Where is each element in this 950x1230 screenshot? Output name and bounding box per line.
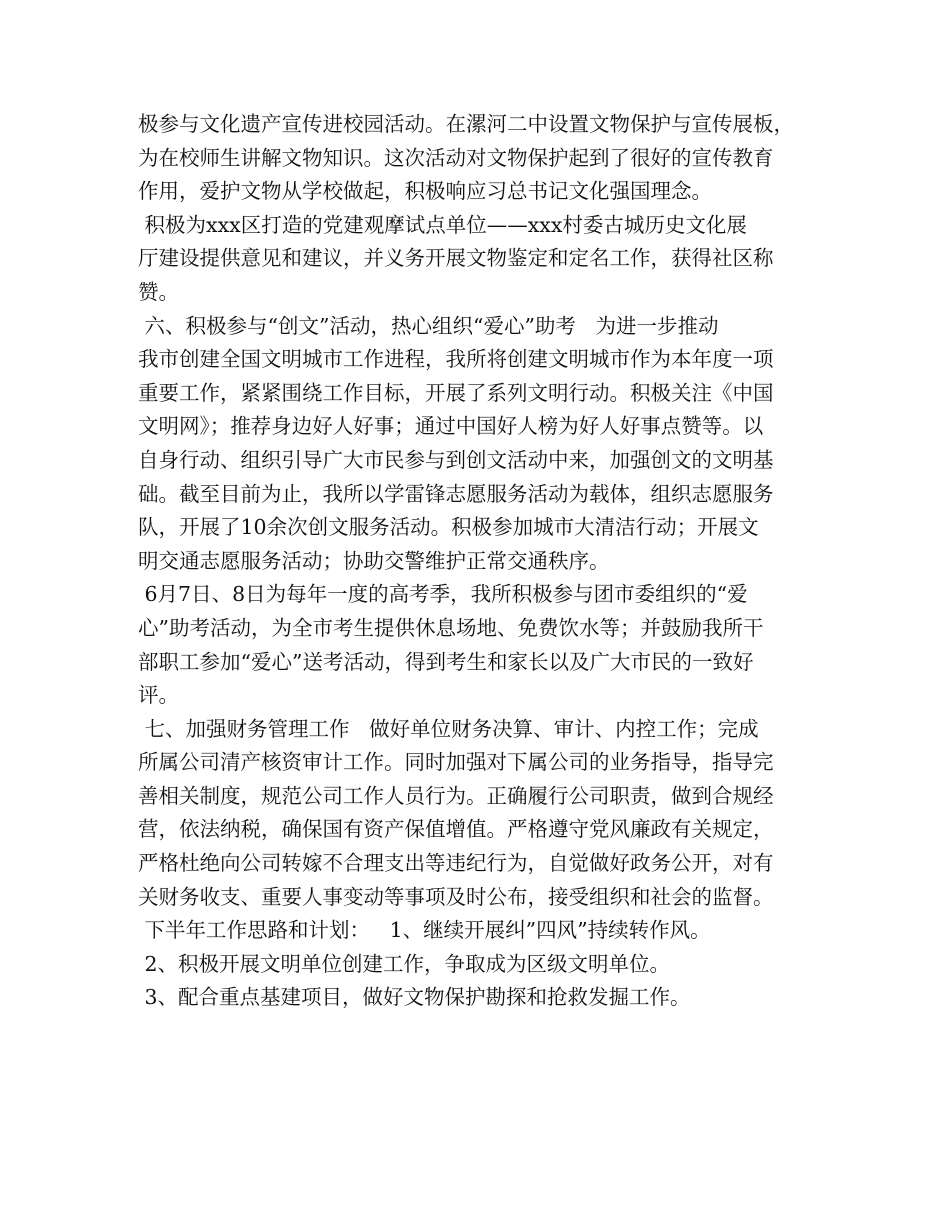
text-line: 心”助考活动，为全市考生提供休息场地、免费饮水等；并鼓励我所干 xyxy=(138,615,764,640)
text-line: 3、配合重点基建项目，做好文物保护勘探和抢救发掘工作。 xyxy=(138,985,691,1010)
text-line: 七、加强财务管理工作 做好单位财务决算、审计、内控工作；完成 xyxy=(138,716,759,741)
text-line: 积极为xxx区打造的党建观摩试点单位——xxx村委古城历史文化展 xyxy=(138,212,747,237)
text-line: 严格杜绝向公司转嫁不合理支出等违纪行为，自觉做好政务公开，对有 xyxy=(138,851,774,876)
document-body xyxy=(138,108,818,1015)
text-line: 善相关制度，规范公司工作人员行为。正确履行公司职责，做到合规经 xyxy=(138,783,774,808)
text-line: 极参与文化遗产宣传进校园活动。在漯河二中设置文物保护与宣传展板， xyxy=(138,112,794,136)
text-line: 部职工参加“爱心”送考活动，得到考生和家长以及广大市民的一致好 xyxy=(138,649,754,674)
text-line: 评。 xyxy=(138,683,179,708)
text-line: 我市创建全国文明城市工作进程，我所将创建文明城市作为本年度一项 xyxy=(138,347,774,372)
text-line: 6月7日、8日为每年一度的高考季，我所积极参与团市委组织的“爱 xyxy=(138,582,748,607)
text-line: 明交通志愿服务活动；协助交警维护正常交通秩序。 xyxy=(138,548,610,573)
text-line: 自身行动、组织引导广大市民参与到创文活动中来，加强创文的文明基 xyxy=(138,447,774,472)
text-line: 队，开展了10余次创文服务活动。积极参加城市大清洁行动；开展文 xyxy=(138,515,759,540)
text-line: 六、积极参与“创文”活动，热心组织“爱心”助考 为进一步推动 xyxy=(138,313,719,338)
text-line: 重要工作，紧紧围绕工作目标，开展了系列文明行动。积极关注《中国 xyxy=(138,380,774,405)
text-line: 厅建设提供意见和建议，并义务开展文物鉴定和定名工作，获得社区称 xyxy=(138,246,774,271)
text-line: 作用，爱护文物从学校做起，积极响应习总书记文化强国理念。 xyxy=(138,179,712,204)
text-line: 础。截至目前为止，我所以学雷锋志愿服务活动为载体，组织志愿服务 xyxy=(138,481,774,506)
text-line: 关财务收支、重要人事变动等事项及时公布，接受组织和社会的监督。 xyxy=(138,884,774,909)
text-line: 文明网》；推荐身边好人好事；通过中国好人榜为好人好事点赞等。以 xyxy=(138,414,764,439)
text-line: 下半年工作思路和计划： 1、继续开展纠”四风”持续转作风。 xyxy=(138,918,711,943)
text-line: 赞。 xyxy=(138,279,179,304)
text-line: 所属公司清产核资审计工作。同时加强对下属公司的业务指导，指导完 xyxy=(138,750,774,775)
text-line: 为在校师生讲解文物知识。这次活动对文物保护起到了很好的宣传教育 xyxy=(138,145,774,170)
text-line: 营，依法纳税，确保国有资产保值增值。严格遵守党风廉政有关规定， xyxy=(138,817,774,842)
text-line: 2、积极开展文明单位创建工作，争取成为区级文明单位。 xyxy=(138,951,671,976)
